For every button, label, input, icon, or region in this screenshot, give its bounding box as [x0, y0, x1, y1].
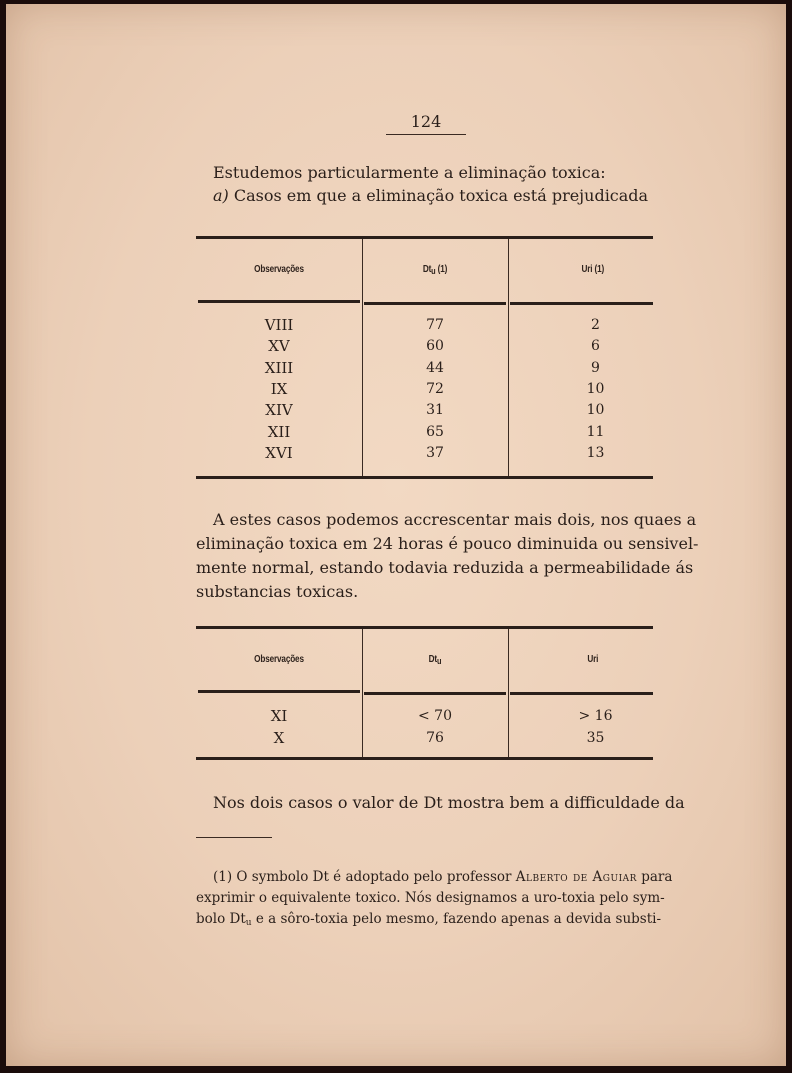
cell-dtu: 44 [426, 359, 444, 376]
cell-observacao: XV [268, 337, 290, 356]
footnote-text: (1) O symbolo Dt é adoptado pelo professor [213, 869, 516, 885]
footnote-separator [196, 837, 272, 838]
table-additional-cases [196, 626, 653, 764]
intro-line-2 [196, 184, 656, 207]
header-observacoes: Observações [254, 654, 304, 665]
cell-observacao: XIII [264, 358, 294, 377]
cell-observacao: XII [267, 422, 291, 441]
table-bottom-rule [196, 476, 653, 479]
cell-dtu: 72 [426, 380, 444, 397]
header-rule [198, 300, 360, 303]
cell-observacao: IX [270, 379, 288, 398]
cell-uri: > 16 [578, 708, 613, 724]
table-bottom-rule [196, 757, 653, 760]
footnote-line-2: exprimir o equivalente toxico. Nós designamos a uro-toxia pelo sym- [196, 890, 665, 906]
header-dtu-subscript: u [436, 656, 442, 666]
header-rule [364, 692, 506, 695]
cell-dtu: 37 [426, 444, 444, 461]
text-line: A estes casos podemos accrescentar mais dois, nos quaes a [213, 510, 697, 529]
header-dtu [375, 264, 495, 276]
cell-uri: 13 [586, 444, 605, 461]
paragraph-conclusion [196, 791, 685, 814]
cell-uri: 10 [586, 402, 605, 419]
footnote-line-3 [196, 909, 662, 934]
cell-dtu: 60 [426, 338, 444, 355]
cell-dtu: 77 [426, 317, 444, 333]
cell-observacao: XVI [265, 443, 293, 462]
cell-uri: 9 [591, 359, 600, 376]
table-top-rule [196, 626, 653, 629]
header-dtu [375, 654, 495, 666]
page-number: 124 [386, 112, 466, 135]
header-rule [510, 692, 653, 695]
cell-uri: 35 [586, 729, 605, 746]
header-dtu-subscript: u [431, 266, 436, 276]
header-uri: Uri [587, 654, 599, 665]
table-toxic-elimination [196, 236, 653, 481]
cell-uri: 11 [586, 423, 605, 440]
cell-observacao: XI [270, 707, 288, 725]
header-dtu-label: Dt [428, 654, 437, 665]
list-marker: a) [213, 186, 229, 205]
cell-observacao: XIV [265, 401, 293, 420]
header-rule [364, 302, 506, 305]
header-dtu-label: Dt [422, 264, 432, 275]
intro-paragraph [196, 161, 656, 207]
paragraph-additional-cases [196, 508, 699, 604]
footnote-text: bolo Dt [196, 911, 246, 927]
header-dtu-note: (1) [435, 264, 448, 275]
intro-line-1: Estudemos particularmente a eliminação toxica: [213, 163, 606, 182]
footnote [196, 867, 673, 934]
table-top-rule [196, 236, 653, 239]
header-observacoes: Observações [254, 264, 304, 275]
cell-dtu: 65 [426, 423, 444, 440]
text-line: substancias toxicas. [196, 582, 359, 601]
footnote-author-name: Alberto de Aguiar [515, 869, 637, 885]
footnote-text: e a sôro-toxia pelo mesmo, fazendo apenas a devida substi- [251, 911, 662, 927]
header-rule [198, 690, 360, 693]
header-rule [510, 302, 653, 305]
text-line: mente normal, estando todavia reduzida a permeabilidade ás [196, 558, 694, 577]
cell-dtu: 76 [426, 729, 444, 746]
cell-uri: 2 [591, 317, 600, 333]
cell-dtu: 31 [426, 402, 444, 419]
cell-dtu: < 70 [418, 708, 452, 724]
text-line: Nos dois casos o valor de Dt mostra bem a difficuldade da [213, 793, 685, 812]
footnote-text: para [636, 869, 673, 885]
footnote-subscript: u [245, 918, 252, 928]
header-uri: Uri (1) [581, 264, 605, 275]
cell-observacao: X [273, 728, 285, 747]
footnote-line-1 [196, 867, 673, 888]
cell-uri: 10 [586, 380, 605, 397]
cell-observacao: VIII [264, 316, 294, 334]
intro-line-2-text: Casos em que a eliminação toxica está prejudicada [228, 186, 649, 205]
cell-uri: 6 [591, 338, 600, 355]
text-line: eliminação toxica em 24 horas é pouco diminuida ou sensivel- [196, 534, 699, 553]
book-page [6, 4, 786, 1066]
